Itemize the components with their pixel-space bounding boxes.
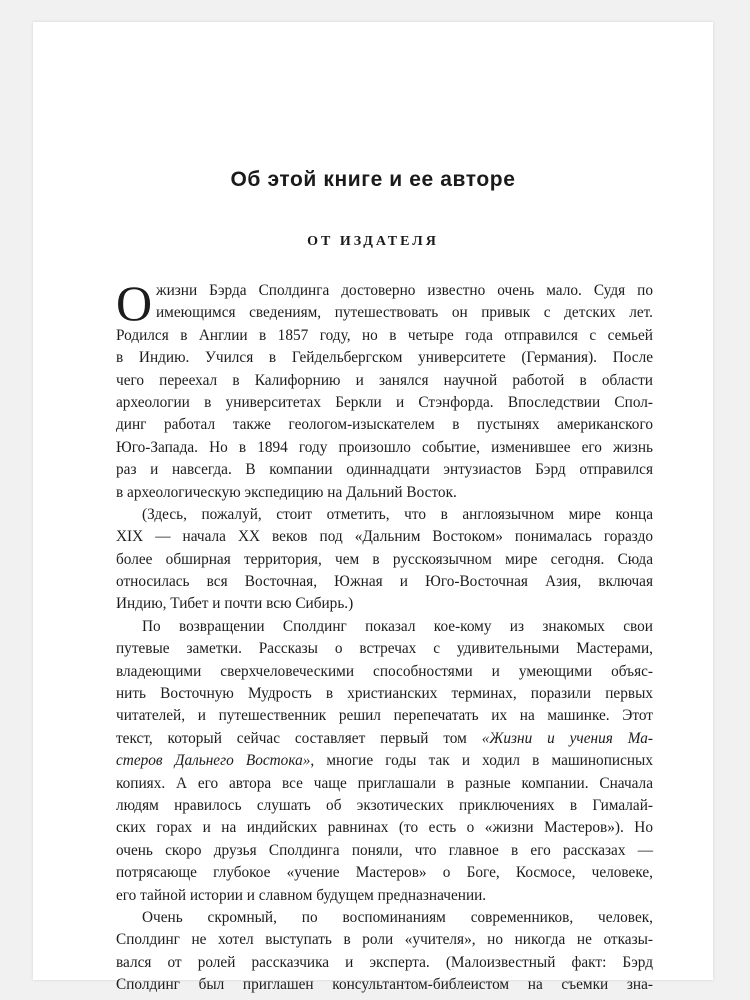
text-segment: текст, который сейчас составляет первый том — [116, 729, 482, 747]
text-line: Сполдинг был приглашен консультантом-библеистом на съемки зна- — [116, 976, 653, 994]
text-line: чего переехал в Калифорнию и занялся научной работой в области — [116, 371, 653, 389]
text-line: раз и навсегда. В компании одиннадцати энтузиастов Бэрд отправился — [116, 461, 653, 479]
body-text — [116, 275, 653, 997]
text-line: имеющимся сведениям, путешествовать он привык с детских лет. — [156, 304, 653, 322]
text-line: ских горах и на индийских равнинах (то есть о «жизни Мастеров»). Но — [116, 819, 653, 837]
text-line: очень скоро друзья Сполдинга поняли, что главное в его рассказах — — [116, 841, 653, 859]
text-line: потрясающе глубокое «учение Мастеров» о Боге, Космосе, человеке, — [116, 864, 653, 882]
text-line: вался от ролей рассказчика и эксперта. (Малоизвестный факт: Бэрд — [116, 953, 653, 971]
text-line: его тайной истории и славном будущем предназначении. — [116, 886, 487, 904]
text-line: людям нравилось слушать об экзотических приключениях в Гималай- — [116, 796, 653, 814]
text-line: XIX — начала XX веков под «Дальним Востоком» понималась гораздо — [116, 528, 653, 546]
text-line: динг работал также геологом-изыскателем в пустынях американского — [116, 416, 653, 434]
book-title-part-1: Жизни и учения Ма- — [489, 729, 653, 747]
text-line: в археологическую экспедицию на Дальний Восток. — [116, 483, 457, 501]
text-line: Юго-Запада. Но в 1894 году произошло событие, изменившее его жизнь — [116, 438, 653, 456]
text-line: читателей, и путешественник решил перепечатать их на машинке. Этот — [116, 707, 653, 725]
text-line — [116, 728, 653, 750]
drop-cap: О — [116, 275, 153, 331]
text-line: По возвращении Сполдинг показал кое-кому из знакомых свои — [142, 617, 653, 635]
text-line: археологии в университетах Беркли и Стэнфорда. Впоследствии Спол- — [116, 393, 653, 411]
chapter-title: Об этой книге и ее авторе — [230, 168, 516, 191]
text-line: копиях. А его автора все чаще приглашали в разные компании. Сначала — [116, 774, 653, 792]
text-line: относилась вся Восточная, Южная и Юго-Восточная Азия, включая — [116, 573, 653, 591]
text-line: жизни Бэрда Сполдинга достоверно известно очень мало. Судя по — [156, 282, 653, 299]
text-line: владеющими сверхчеловеческими способностями и умеющими объяс- — [116, 662, 653, 680]
book-page — [33, 22, 713, 994]
text-line: нить Восточную Мудрость в христианских терминах, поразили первых — [116, 685, 653, 703]
text-line: Сполдинг не хотел выступать в роли «учителя», но никогда не отказы- — [116, 931, 653, 949]
text-line: (Здесь, пожалуй, стоит отметить, что в англоязычном мире конца — [142, 505, 653, 523]
text-line: Очень скромный, по воспоминаниям современников, человек, — [142, 908, 653, 926]
book-title-part-2: стеров Дальнего Востока» — [116, 752, 311, 770]
text-line: путевые заметки. Рассказы о встречах с удивительными Мастерами, — [116, 640, 653, 658]
book-title-open-quote: « — [481, 729, 490, 747]
text-line: более обширная территория, чем в русскоязычном мире сегодня. Сюда — [116, 550, 653, 568]
section-subtitle: ОТ ИЗДАТЕЛЯ — [307, 234, 439, 249]
text-line: Родился в Англии в 1857 году, но в четыре года отправился с семьей — [116, 326, 653, 344]
text-line — [116, 750, 653, 772]
text-line: в Индию. Учился в Гейдельбергском университете (Германия). После — [116, 349, 653, 367]
text-line: Индию, Тибет и почти всю Сибирь.) — [116, 595, 354, 613]
text-segment: , многие годы так и ходил в машинописных — [310, 752, 653, 770]
